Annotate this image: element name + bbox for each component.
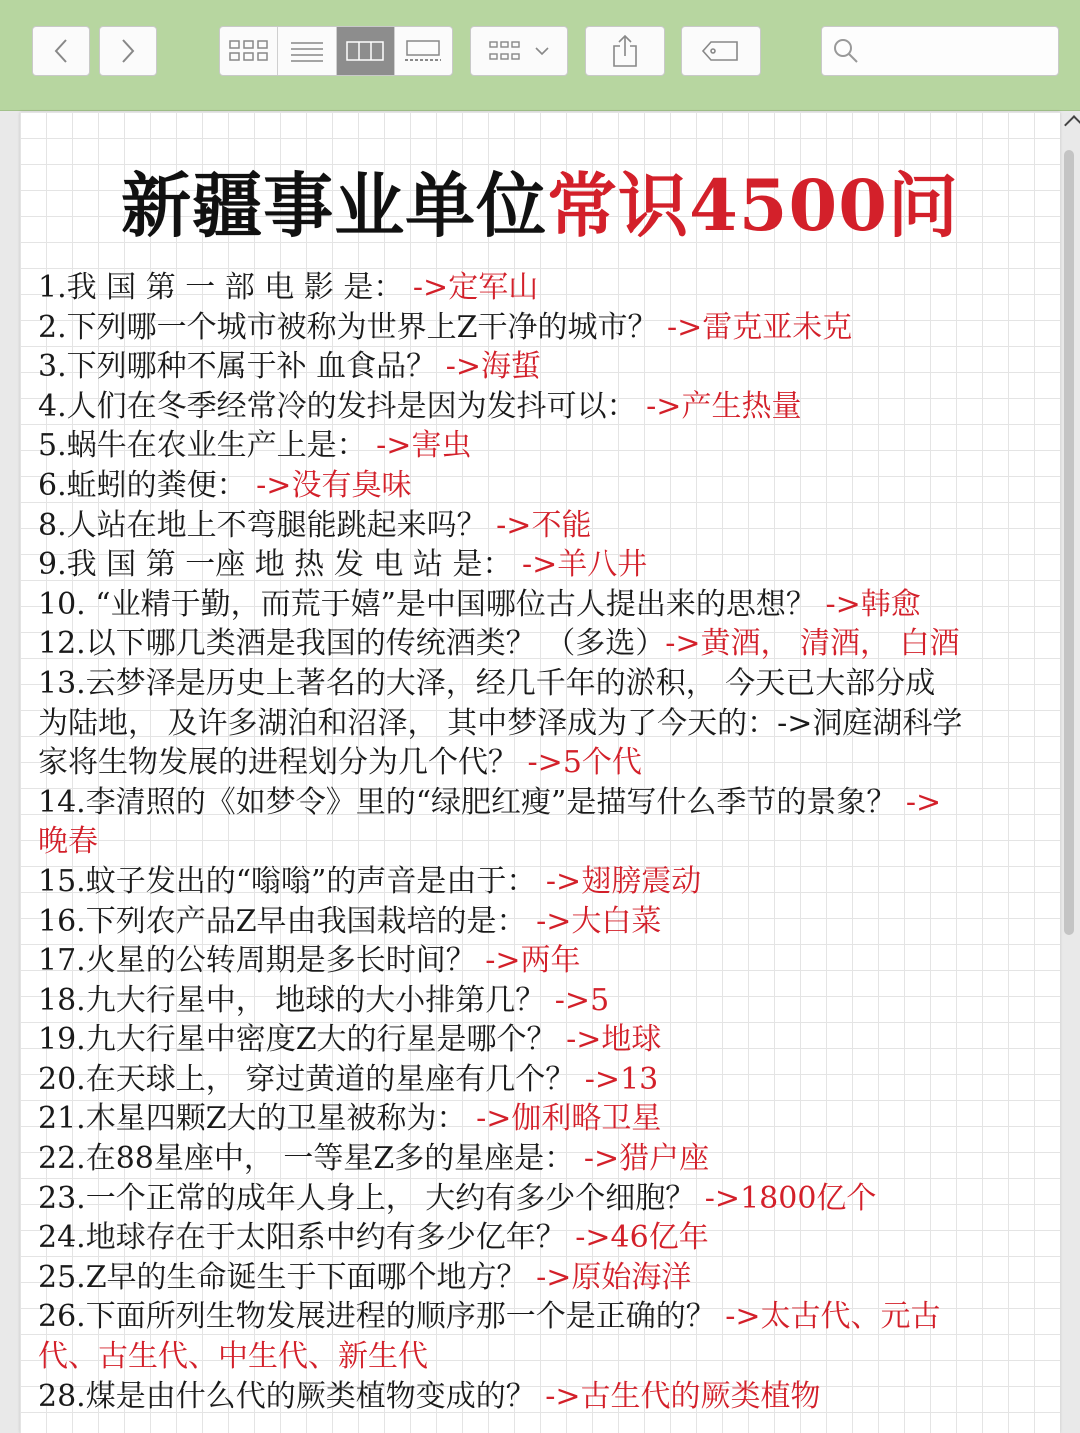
- question-text: 6.蚯蚓的粪便：: [38, 467, 257, 503]
- answer-text: ->海蜇: [445, 349, 541, 385]
- qa-line: [38, 308, 1038, 348]
- qa-line: [38, 1099, 1038, 1139]
- answer-text: ->定军山: [412, 270, 539, 305]
- question-text: 22.在88星座中， 一等星Z多的星座是：: [38, 1141, 584, 1177]
- back-button[interactable]: [32, 26, 90, 76]
- question-text: 23.一个正常的成年人身上， 大约有多少个细胞？: [38, 1180, 705, 1216]
- qa-list: [38, 268, 1038, 1416]
- answer-text: ->5: [554, 982, 610, 1018]
- qa-line: [38, 1377, 1038, 1417]
- qa-line: [38, 1297, 1038, 1337]
- answer-text: ->不能: [496, 507, 592, 543]
- chevron-down-icon: [534, 45, 550, 57]
- search-input[interactable]: [868, 35, 1052, 67]
- answer-text: ->大白菜: [536, 903, 662, 939]
- forward-button[interactable]: [99, 26, 157, 76]
- qa-line: [38, 426, 1038, 466]
- qa-line: [38, 1139, 1038, 1179]
- question-text: 15.蚊子发出的“嗡嗡”的声音是由于：: [38, 863, 546, 899]
- answer-text: ->太古代、元古: [725, 1299, 941, 1335]
- tag-icon: [701, 39, 741, 63]
- qa-line: [38, 743, 1038, 783]
- question-text: 20.在天球上， 穿过黄道的星座有几个？: [38, 1061, 585, 1097]
- answer-text: ->韩愈: [825, 586, 921, 622]
- qa-line: [38, 387, 1038, 427]
- qa-line: [38, 704, 1038, 744]
- qa-line: [38, 1060, 1038, 1100]
- list-view-icon: [289, 40, 325, 62]
- gallery-view-icon: [403, 39, 443, 63]
- question-text: 17.火星的公转周期是多长时间？: [38, 943, 486, 979]
- answer-text: ->两年: [485, 943, 581, 979]
- answer-text: ->: [905, 784, 942, 820]
- question-text: 26.下面所列生物发展进程的顺序那一个是正确的？: [38, 1299, 726, 1335]
- qa-line: [38, 822, 1038, 862]
- grid-view-button[interactable]: [220, 27, 278, 75]
- answer-text: ->雷克亚未克: [667, 309, 853, 345]
- answer-text: ->5个代: [527, 745, 642, 781]
- question-text: 2.下列哪一个城市被称为世界上Z干净的城市？: [38, 309, 668, 345]
- question-text: 16.下列农产品Z早由我国栽培的是：: [38, 903, 537, 939]
- answer-text: ->13: [584, 1061, 659, 1097]
- column-view-button[interactable]: [337, 27, 395, 75]
- chevron-left-icon: [52, 37, 70, 65]
- qa-line: [38, 1258, 1038, 1298]
- answer-text: ->地球: [566, 1022, 662, 1058]
- answer-text: ->翅膀震动: [545, 863, 702, 899]
- question-text: 13.云梦泽是历史上著名的大泽，经几千年的淤积， 今天已大部分成: [38, 665, 936, 701]
- question-text: 18.九大行星中， 地球的大小排第几？: [38, 982, 555, 1018]
- answer-text: 晚春: [38, 824, 98, 860]
- answer-text: 代、古生代、中生代、新生代: [38, 1339, 428, 1375]
- qa-line: [38, 981, 1038, 1021]
- answer-text: ->产生热量: [646, 388, 802, 424]
- qa-line: [38, 664, 1038, 704]
- qa-line: [38, 783, 1038, 823]
- question-text: 25.Z早的生命诞生于下面哪个地方？: [38, 1259, 537, 1295]
- question-text: 4.人们在冬季经常冷的发抖是因为发抖可以：: [38, 388, 647, 424]
- list-view-button[interactable]: [278, 27, 336, 75]
- chevron-right-icon: [119, 37, 137, 65]
- question-text: 为陆地， 及许多湖泊和沼泽， 其中梦泽成为了今天的：->洞庭湖科学: [38, 705, 963, 741]
- search-icon: [832, 37, 860, 65]
- page-title: [0, 150, 1080, 251]
- answer-text: ->羊八井: [521, 547, 648, 583]
- question-text: 14.李清照的《如梦令》里的“绿肥红瘦”是描写什么季节的景象？: [38, 784, 906, 820]
- toolbar: [0, 0, 1080, 111]
- vertical-scrollbar[interactable]: [1064, 150, 1074, 935]
- group-by-button[interactable]: [470, 26, 568, 76]
- view-mode-switcher: [219, 26, 453, 76]
- question-text: 10. “业精于勤，而荒于嬉”是中国哪位古人提出来的思想？: [38, 586, 826, 622]
- title-main: 新疆事业单位: [121, 164, 548, 247]
- qa-line: [38, 545, 1038, 585]
- answer-text: ->害虫: [376, 428, 472, 464]
- collapse-arrow-icon[interactable]: [1064, 115, 1080, 135]
- qa-line: [38, 1020, 1038, 1060]
- question-text: 28.煤是由什么代的厥类植物变成的？: [38, 1378, 546, 1414]
- qa-line: [38, 268, 1038, 308]
- question-text: 1.我 国 第 一 部 电 影 是：: [38, 270, 413, 305]
- tag-button[interactable]: [681, 26, 761, 76]
- qa-line: [38, 862, 1038, 902]
- qa-line: [38, 347, 1038, 387]
- answer-text: ->原始海洋: [536, 1259, 692, 1295]
- question-text: 5.蜗牛在农业生产上是：: [38, 428, 377, 464]
- answer-text: ->古生代的厥类植物: [545, 1378, 821, 1414]
- question-text: 家将生物发展的进程划分为几个代？: [38, 745, 528, 781]
- answer-text: ->46亿年: [575, 1220, 709, 1256]
- qa-line: [38, 1337, 1038, 1377]
- qa-line: [38, 624, 1038, 664]
- column-view-icon: [345, 40, 385, 62]
- question-text: 12.以下哪几类酒是我国的传统酒类？ （多选）: [38, 626, 666, 662]
- grid-view-icon: [228, 39, 270, 63]
- answer-text: ->伽利略卫星: [476, 1101, 662, 1137]
- question-text: 21.木星四颗Z大的卫星被称为：: [38, 1101, 477, 1137]
- question-text: 8.人站在地上不弯腿能跳起来吗？: [38, 507, 497, 543]
- title-highlight: 常识4500问: [547, 164, 959, 247]
- question-text: 24.地球存在于太阳系中约有多少亿年？: [38, 1220, 576, 1256]
- qa-line: [38, 1179, 1038, 1219]
- qa-line: [38, 902, 1038, 942]
- question-text: 9.我 国 第 一座 地 热 发 电 站 是：: [38, 547, 522, 583]
- qa-line: [38, 506, 1038, 546]
- answer-text: ->没有臭味: [256, 467, 412, 503]
- answer-text: ->猎户座: [583, 1141, 710, 1177]
- qa-line: [38, 585, 1038, 625]
- share-button[interactable]: [585, 26, 665, 76]
- answer-text: ->1800亿个: [704, 1180, 877, 1216]
- question-text: 19.九大行星中密度Z大的行星是哪个？: [38, 1022, 567, 1058]
- search-field[interactable]: [821, 26, 1059, 76]
- qa-line: [38, 941, 1038, 981]
- gallery-view-button[interactable]: [395, 27, 452, 75]
- qa-line: [38, 466, 1038, 506]
- group-by-icon: [488, 40, 526, 62]
- question-text: 3.下列哪种不属于补 血食品？: [38, 349, 446, 385]
- qa-line: [38, 1218, 1038, 1258]
- answer-text: ->黄酒， 清酒， 白酒: [665, 626, 960, 662]
- share-icon: [611, 34, 639, 68]
